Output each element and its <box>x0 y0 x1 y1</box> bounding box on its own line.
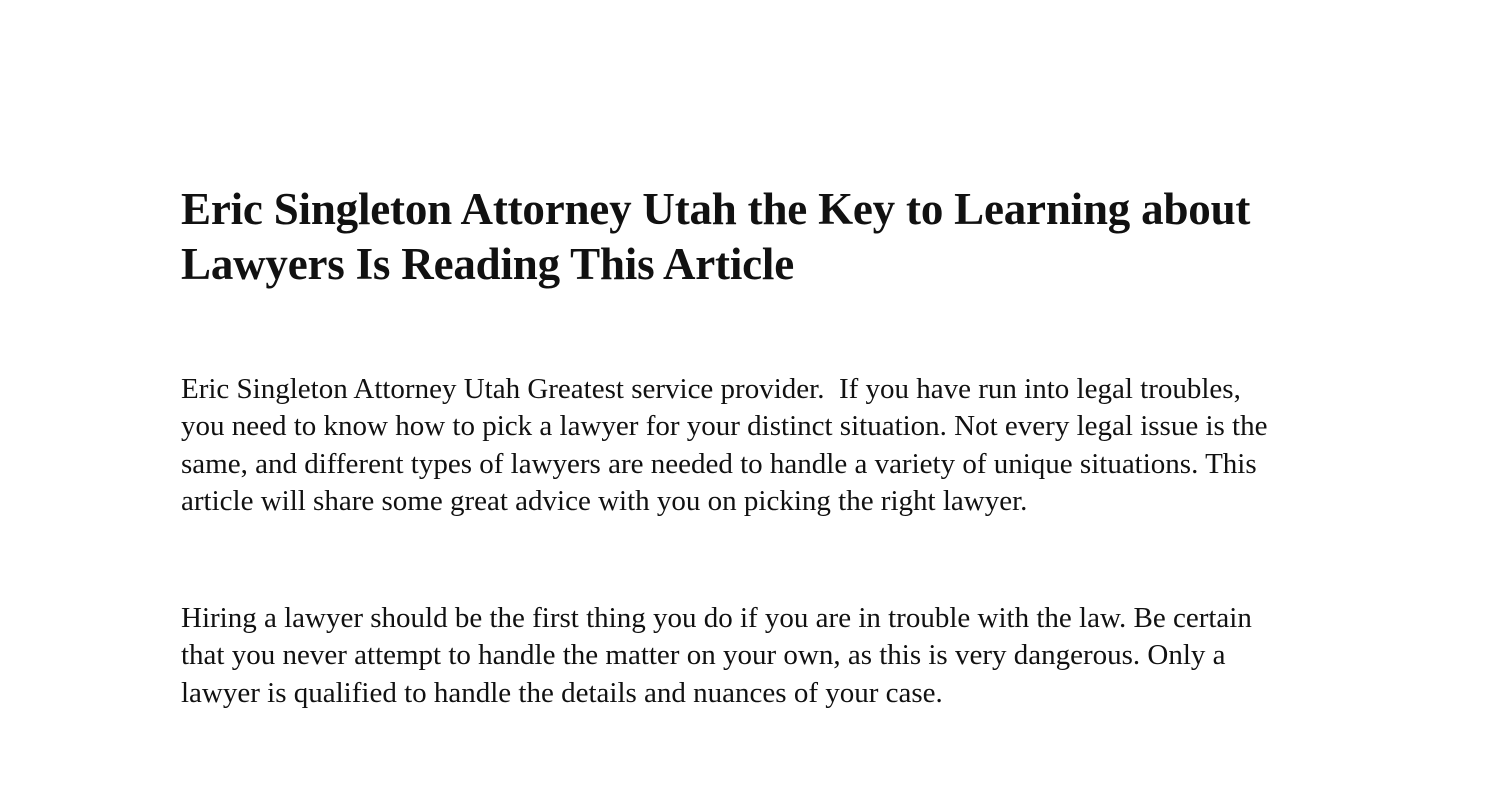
title-line: Lawyers Is Reading This Article <box>181 239 794 289</box>
paragraph-line: article will share some great advice with you on picking the right lawyer. <box>181 484 1028 517</box>
body-paragraph-2 <box>181 600 1341 712</box>
paragraph-line: lawyer is qualified to handle the details and nuances of your case. <box>181 676 943 709</box>
title-line: Eric Singleton Attorney Utah the Key to Learning about <box>181 184 1251 234</box>
paragraph-line: Eric Singleton Attorney Utah Greatest service provider. If you have run into legal troubles, <box>181 373 1241 405</box>
paragraph-line: Hiring a lawyer should be the first thing you do if you are in trouble with the law. Be certain <box>181 602 1252 634</box>
body-paragraph-1 <box>181 371 1341 520</box>
document-title <box>181 182 1341 292</box>
paragraph-line: you need to know how to pick a lawyer for your distinct situation. Not every legal issue is the <box>181 410 1268 443</box>
paragraph-line: that you never attempt to handle the matter on your own, as this is very dangerous. Only a <box>181 639 1226 672</box>
paragraph-line: same, and different types of lawyers are needed to handle a variety of unique situations. This <box>181 447 1257 480</box>
